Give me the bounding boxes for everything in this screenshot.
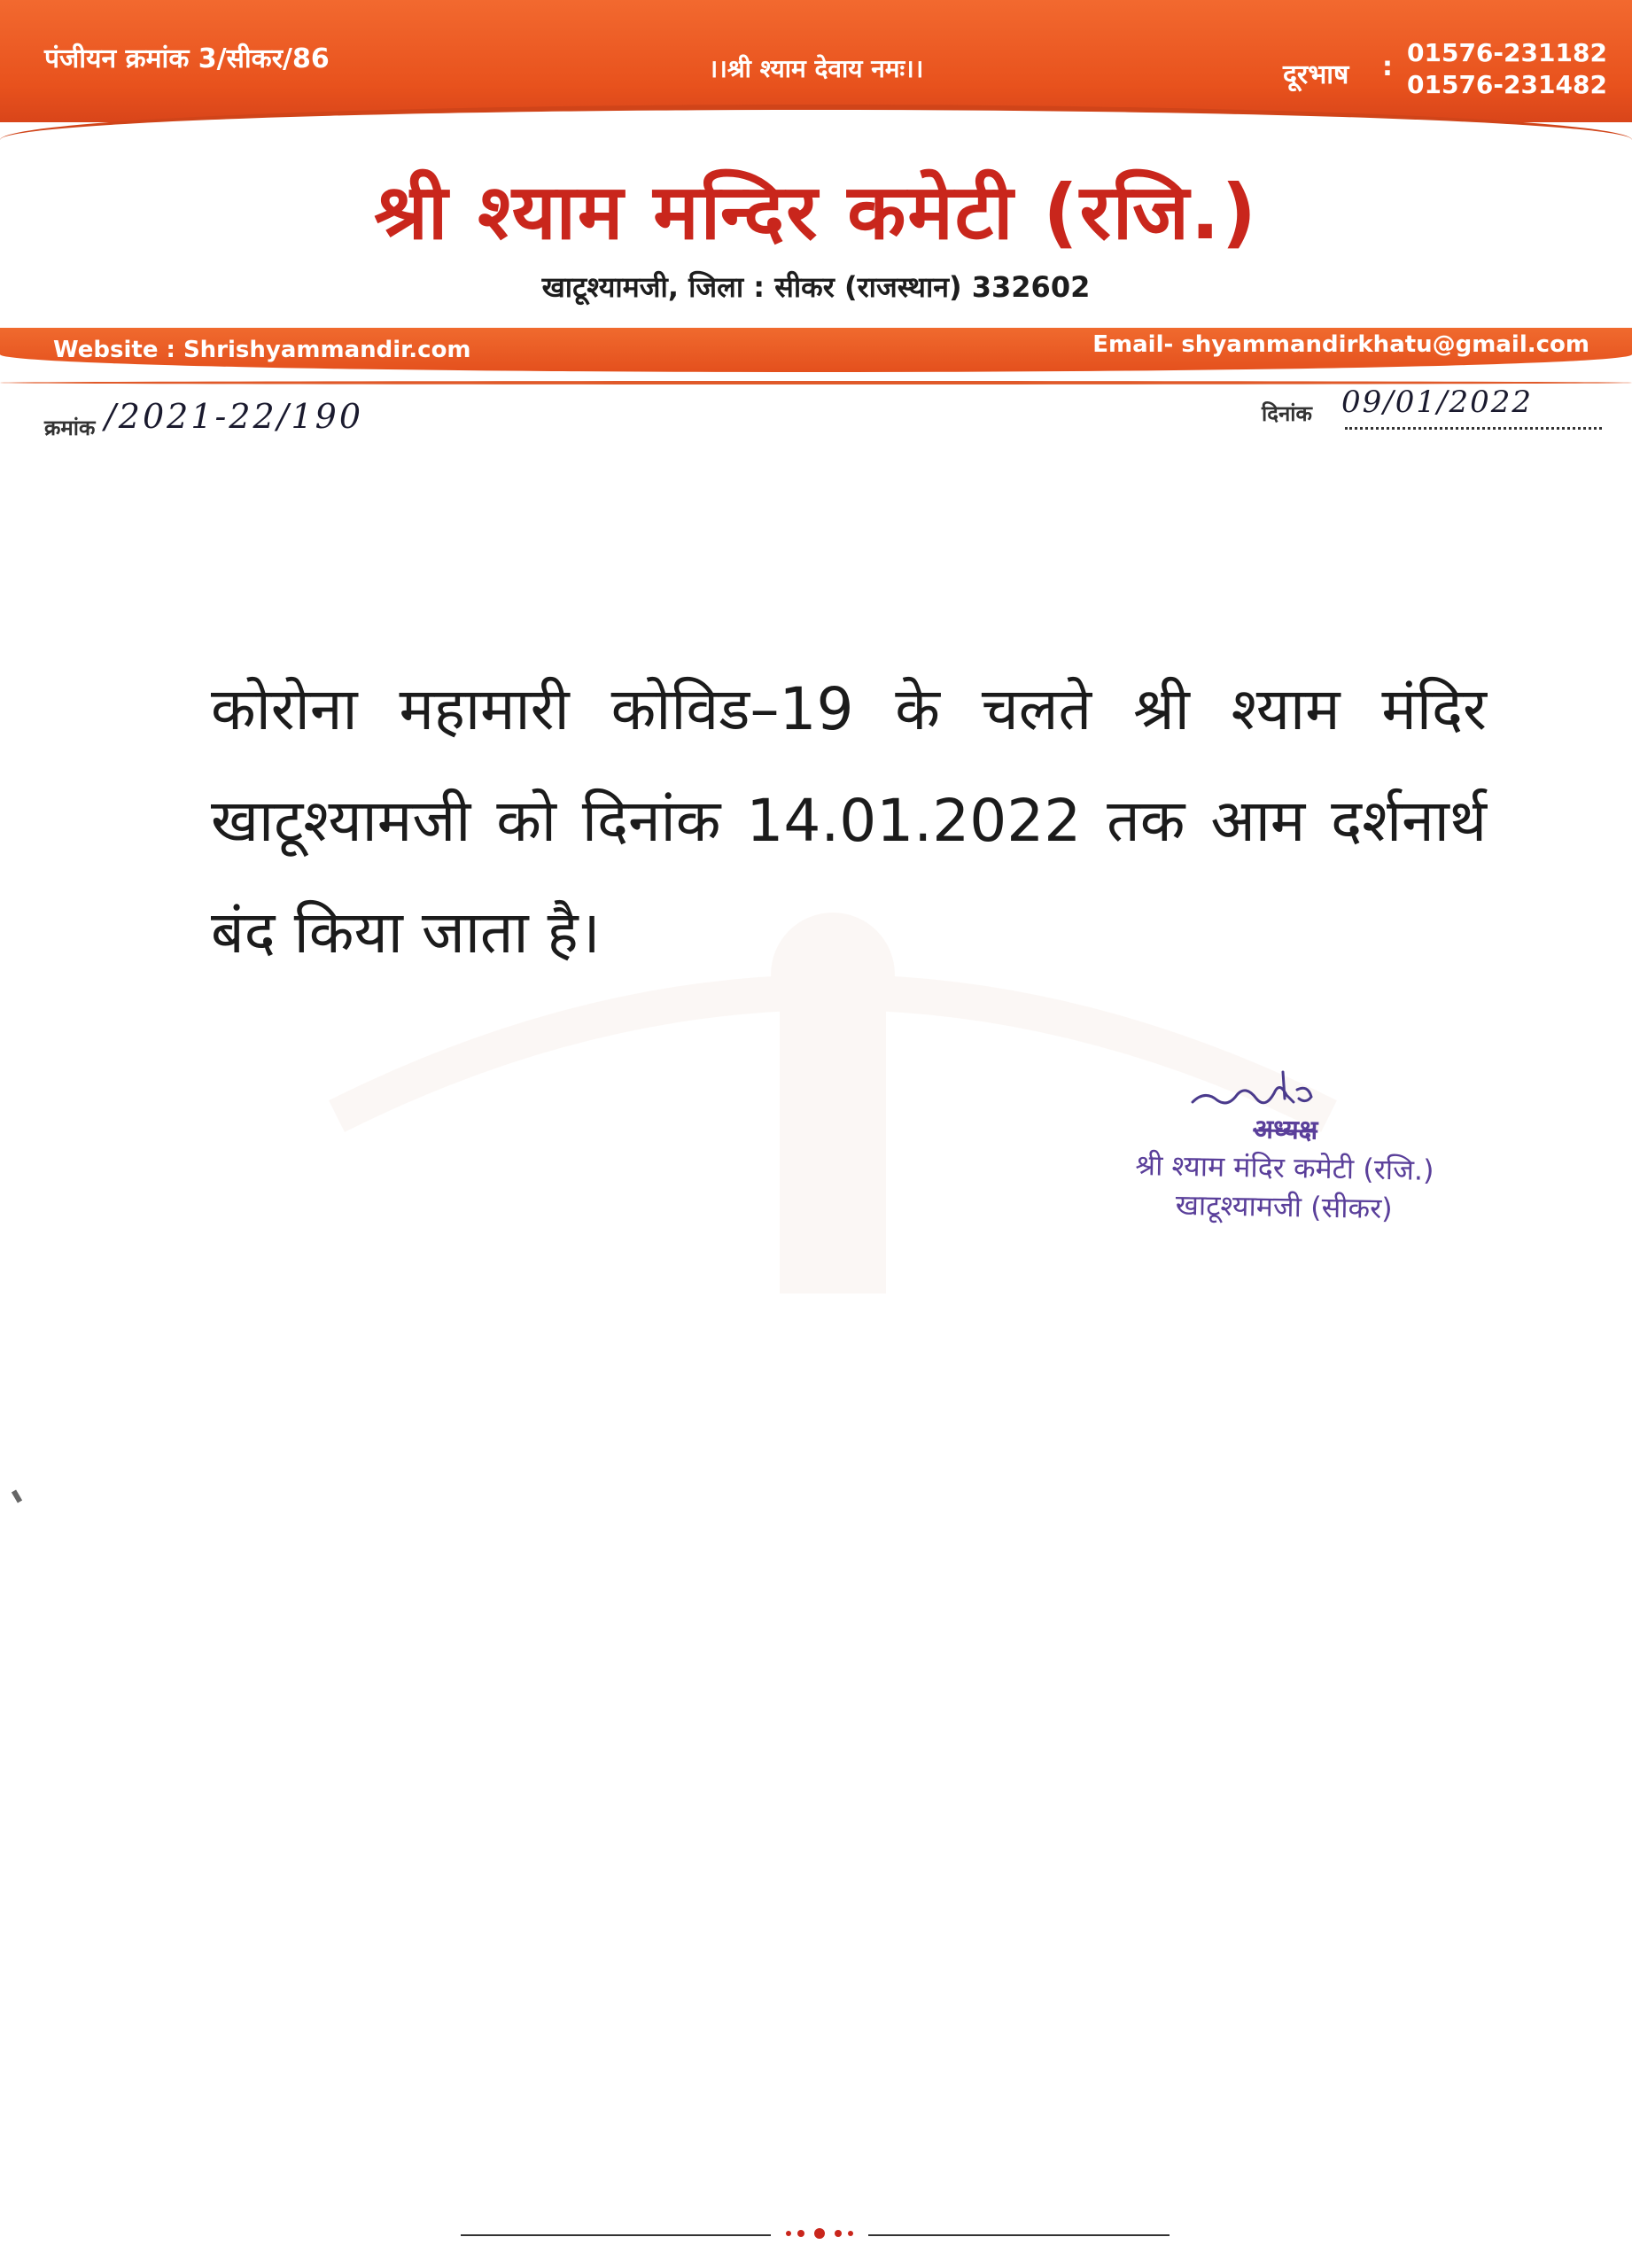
handwritten-signature	[1187, 1063, 1320, 1116]
scan-artifact	[12, 1489, 22, 1503]
official-stamp	[1089, 1109, 1480, 1230]
footer-rule-right	[868, 2234, 1170, 2236]
stamp-line-2: खाटूश्यामजी (सीकर)	[1175, 1187, 1394, 1226]
reference-number: /2021-22/190	[105, 397, 364, 436]
date-value: 09/01/2022	[1341, 384, 1533, 420]
email-link[interactable]: Email- shyammandirkhatu@gmail.com	[1092, 331, 1589, 358]
reference-label: क्रमांक	[44, 416, 96, 440]
letterhead-address: खाटूश्यामजी, जिला : सीकर (राजस्थान) 332602	[541, 270, 1091, 304]
phone-numbers	[1407, 37, 1607, 101]
footer-rule-left	[461, 2234, 771, 2236]
stamp-line-1: श्री श्याम मंदिर कमेटी (रजि.)	[1135, 1148, 1434, 1187]
stamp-title: अध्यक्ष	[1252, 1114, 1318, 1146]
phone-number-2: 01576-231482	[1407, 70, 1607, 99]
date-label: दिनांक	[1262, 401, 1312, 426]
invocation-text: ।।श्री श्याम देवाय नमः।।	[708, 54, 924, 83]
phone-number-1: 01576-231182	[1407, 38, 1607, 67]
date-dotted-line	[1345, 423, 1602, 430]
website-link[interactable]: Website : Shrishyammandir.com	[53, 337, 471, 363]
notice-body: कोरोना महामारी कोविड–19 के चलते श्री श्याम मंदिर खाटूश्यामजी को दिनांक 14.01.2022 तक आम दर्शनार्थ बंद किया जाता है।	[211, 675, 1487, 967]
letterhead-title: श्री श्याम मन्दिर कमेटी (रजि.)	[374, 168, 1258, 257]
footer-ornament-icon	[780, 2222, 859, 2245]
phone-colon: :	[1382, 51, 1393, 82]
phone-label: दूरभाष	[1283, 59, 1349, 90]
registration-number: पंजीयन क्रमांक 3/सीकर/86	[44, 43, 330, 74]
